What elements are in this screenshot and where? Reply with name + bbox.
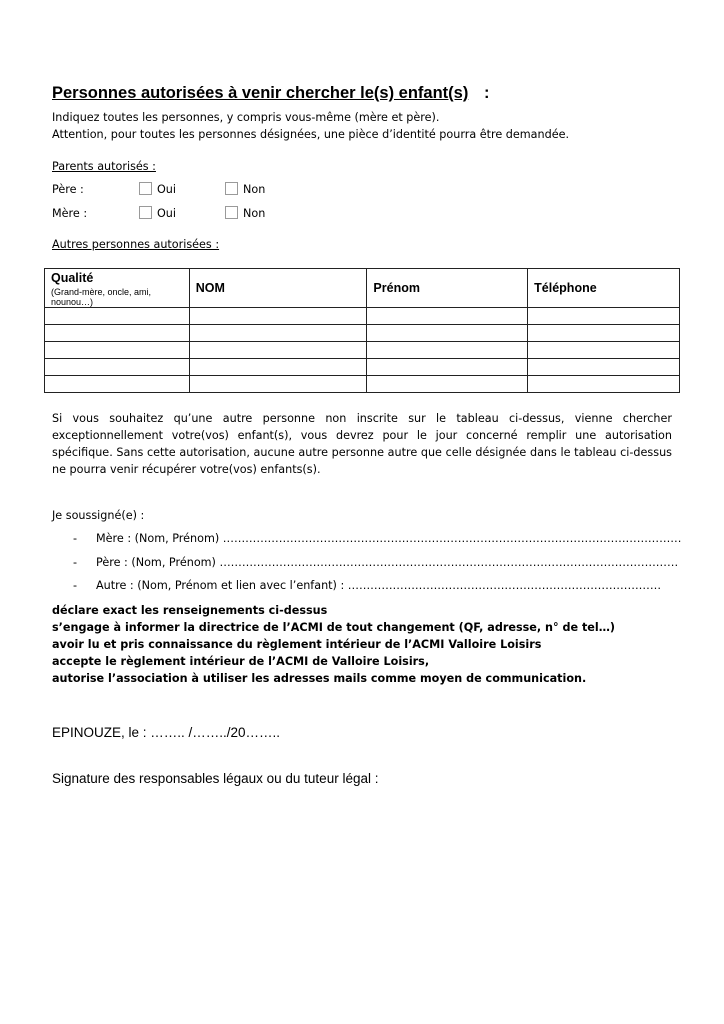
table-row [45,376,680,393]
father-label: Père : [52,183,84,196]
mother-label: Mère : [52,207,88,220]
mother-no-checkbox[interactable] [225,206,238,219]
line-dash: - [73,532,78,545]
declaration-line: accepte le règlement intérieur de l’ACMI de Valloire Loisirs, [52,655,430,668]
col-prenom [367,269,528,308]
table-cell[interactable] [528,325,680,342]
declaration-line: déclare exact les renseignements ci-dessus [52,604,328,617]
signature-label: Signature des responsables légaux ou du tuteur légal : [52,771,379,786]
father-no-checkbox[interactable] [225,182,238,195]
table-row [45,325,680,342]
table-cell[interactable] [189,308,367,325]
table-cell[interactable] [189,376,367,393]
table-cell[interactable] [367,308,528,325]
table-cell[interactable] [45,359,190,376]
mother-name-line[interactable]: Mère : (Nom, Prénom) …………………………………………………………………………………………………………… [96,532,682,545]
table-cell[interactable] [528,359,680,376]
table-cell[interactable] [528,342,680,359]
table-cell[interactable] [189,342,367,359]
col-qualite-label: Qualité [51,271,94,285]
table-cell[interactable] [45,308,190,325]
table-cell[interactable] [45,325,190,342]
father-yes-checkbox[interactable] [139,182,152,195]
table-row [45,342,680,359]
title-colon: : [484,84,490,102]
table-cell[interactable] [45,342,190,359]
table-cell[interactable] [45,376,190,393]
col-qualite-sub: (Grand-mère, oncle, ami, nounou…) [51,287,152,307]
table-cell[interactable] [367,325,528,342]
declaration-line: avoir lu et pris connaissance du règlement intérieur de l’ACMI Valloire Loisirs [52,638,542,651]
table-cell[interactable] [367,342,528,359]
other-name-line[interactable]: Autre : (Nom, Prénom et lien avec l’enfant) : ………………………………………………………………………… [96,579,662,592]
line-dash: - [73,579,78,592]
authorized-persons-table [44,268,680,393]
others-heading: Autres personnes autorisées : [52,238,220,251]
table-header-row [45,269,680,308]
mother-yes-checkbox[interactable] [139,206,152,219]
father-no-label: Non [243,183,266,196]
intro-line-2: Attention, pour toutes les personnes désignées, une pièce d’identité pourra être demandée. [52,128,570,141]
declaration-line: s’engage à informer la directrice de l’ACMI de tout changement (QF, adresse, n° de tel…) [52,621,616,634]
info-paragraph: Si vous souhaitez qu’une autre personne non inscrite sur le tableau ci-dessus, vienne chercher exceptionnellement votre(vos) enfant(s), vous devrez pour le jour concerné remplir une autorisation spécifique. Sans cette autorisation, aucune autre personne autre que celle désignée dans le tableau ci-dessus ne pourra venir récupérer votre(vos) enfants(s). [52,412,672,476]
line-dash: - [73,556,78,569]
father-name-line[interactable]: Père : (Nom, Prénom) …………………………………………………………………………………………………………… [96,556,679,569]
parents-heading: Parents autorisés : [52,160,156,173]
table-cell[interactable] [189,325,367,342]
col-nom [189,269,367,308]
mother-yes-label: Oui [157,207,177,220]
col-prenom-label: Prénom [373,281,420,295]
col-telephone [528,269,680,308]
table-row [45,308,680,325]
page-title: Personnes autorisées à venir chercher le(s) enfant(s) [52,84,469,102]
table-row [45,359,680,376]
soussigne-label: Je soussigné(e) : [52,509,145,522]
col-qualite [45,269,190,308]
table-cell[interactable] [367,376,528,393]
declaration-line: autorise l’association à utiliser les adresses mails comme moyen de communication. [52,672,587,685]
mother-no-label: Non [243,207,266,220]
father-yes-label: Oui [157,183,177,196]
col-telephone-label: Téléphone [534,281,597,295]
table-cell[interactable] [189,359,367,376]
col-nom-label: NOM [195,281,225,295]
declarations [52,602,615,687]
date-line[interactable]: EPINOUZE, le : …….. /……../20…….. [52,725,281,740]
table-cell[interactable] [528,376,680,393]
table-cell[interactable] [528,308,680,325]
intro-line-1: Indiquez toutes les personnes, y compris vous-même (mère et père). [52,111,440,124]
table-cell[interactable] [367,359,528,376]
